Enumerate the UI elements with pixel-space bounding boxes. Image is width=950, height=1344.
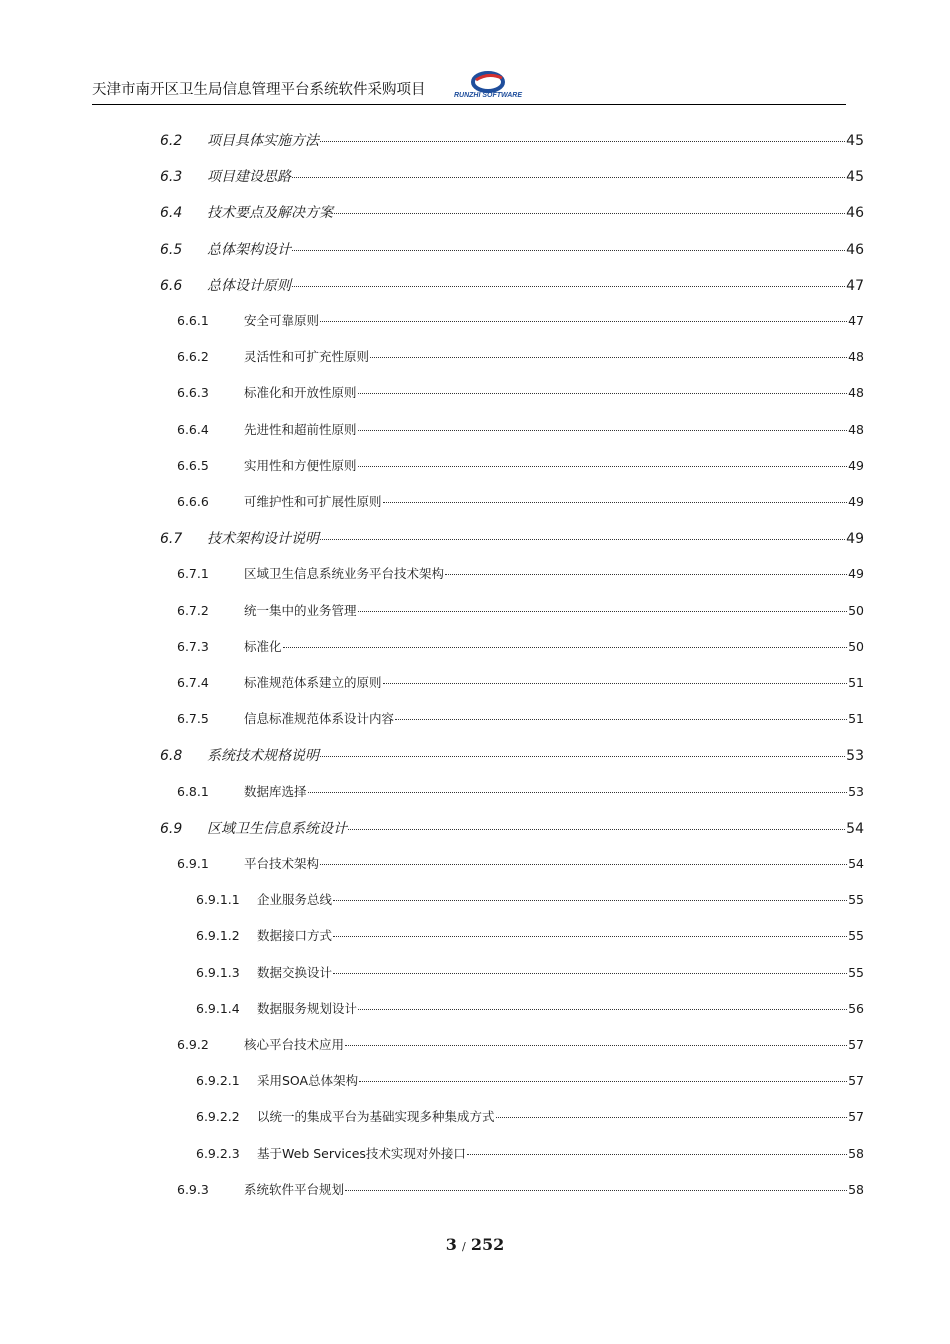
toc-entry[interactable]: [196, 926, 864, 944]
toc-entry[interactable]: [177, 311, 864, 329]
toc-entry-number: 6.8.1: [177, 783, 209, 799]
toc-entry[interactable]: [177, 637, 864, 655]
toc-dot-leader: [292, 286, 845, 287]
toc-entry-number: 6.9: [160, 820, 183, 837]
toc-dot-leader: [292, 250, 845, 251]
toc-entry-page: 49: [846, 531, 864, 548]
toc-dot-leader: [333, 936, 847, 937]
toc-dot-leader: [370, 357, 847, 358]
toc-entry-page: 50: [848, 602, 864, 618]
toc-entry-title: 总体架构设计: [207, 241, 291, 258]
toc-entry-page: 48: [848, 421, 864, 437]
toc-dot-leader: [358, 430, 848, 431]
toc-entry-page: 48: [848, 349, 864, 365]
toc-entry-page: 48: [848, 385, 864, 401]
toc-entry[interactable]: [160, 818, 864, 838]
toc-entry[interactable]: [177, 782, 864, 800]
toc-entry-title: 实用性和方便性原则: [244, 457, 357, 473]
toc-entry[interactable]: [160, 239, 864, 259]
toc-entry[interactable]: [177, 1180, 864, 1198]
toc-entry-number: 6.8: [160, 748, 183, 765]
toc-dot-leader: [320, 864, 847, 865]
toc-dot-leader: [348, 829, 845, 830]
toc-entry-title: 基于Web Services技术实现对外接口: [257, 1145, 466, 1161]
page-separator: /: [462, 1240, 466, 1253]
toc-entry-page: 55: [848, 892, 864, 908]
toc-dot-leader: [358, 393, 848, 394]
toc-entry-title: 以统一的集成平台为基础实现多种集成方式: [257, 1109, 495, 1125]
toc-entry-page: 46: [846, 205, 864, 222]
toc-entry[interactable]: [196, 963, 864, 981]
toc-entry-number: 6.7.2: [177, 602, 209, 618]
toc-dot-leader: [467, 1154, 847, 1155]
toc-entry-page: 47: [848, 313, 864, 328]
toc-entry-page: 57: [848, 1073, 864, 1089]
toc-entry-number: 6.7: [160, 531, 183, 548]
toc-entry-title: 先进性和超前性原则: [244, 421, 357, 437]
toc-entry-page: 49: [848, 457, 864, 473]
toc-entry-number: 6.9.2.2: [196, 1109, 240, 1125]
toc-entry-number: 6.7.4: [177, 675, 209, 690]
toc-entry[interactable]: [177, 564, 864, 582]
toc-entry-page: 56: [848, 1000, 864, 1016]
total-pages: 252: [470, 1235, 505, 1254]
toc-dot-leader: [358, 1009, 847, 1010]
toc-dot-leader: [358, 611, 848, 612]
toc-entry-page: 55: [848, 928, 864, 944]
toc-entry-number: 6.3: [160, 169, 183, 186]
toc-dot-leader: [333, 900, 847, 901]
toc-entry-title: 安全可靠原则: [244, 313, 320, 328]
toc-entry-number: 6.9.1.4: [196, 1000, 240, 1016]
toc-entry[interactable]: [177, 709, 864, 727]
toc-dot-leader: [320, 756, 845, 757]
toc-entry-title: 标准规范体系建立的原则: [244, 675, 382, 690]
toc-entry[interactable]: [177, 347, 864, 365]
toc-entry-number: 6.9.1.2: [196, 928, 240, 944]
toc-entry-number: 6.6.5: [177, 457, 209, 473]
toc-entry-number: 6.5: [160, 241, 183, 258]
toc-entry-number: 6.7.5: [177, 711, 209, 727]
toc-entry-title: 统一集中的业务管理: [244, 602, 357, 618]
toc-entry-title: 项目建设思路: [207, 169, 291, 186]
toc-entry-page: 53: [848, 783, 864, 799]
toc-dot-leader: [283, 647, 848, 648]
toc-entry-title: 区域卫生信息系统设计: [207, 820, 347, 837]
toc-entry[interactable]: [196, 1071, 864, 1089]
toc-entry-number: 6.9.3: [177, 1181, 209, 1197]
toc-entry[interactable]: [177, 1035, 864, 1053]
toc-entry-title: 标准化: [244, 638, 282, 654]
toc-entry[interactable]: [196, 1107, 864, 1125]
toc-entry[interactable]: [177, 456, 864, 474]
toc-entry-number: 6.9.1: [177, 856, 209, 871]
current-page-number: 3: [445, 1235, 457, 1254]
toc-entry[interactable]: [160, 275, 864, 295]
toc-entry-number: 6.9.1.1: [196, 892, 240, 908]
toc-entry[interactable]: [160, 745, 864, 765]
toc-entry-title: 数据库选择: [244, 783, 307, 799]
toc-entry-page: 54: [848, 856, 864, 871]
toc-entry-number: 6.9.2: [177, 1037, 209, 1052]
toc-entry-page: 47: [846, 277, 864, 294]
toc-entry[interactable]: [177, 492, 864, 510]
toc-dot-leader: [320, 321, 847, 322]
toc-entry-title: 数据服务规划设计: [257, 1000, 358, 1016]
toc-entry-page: 49: [848, 494, 864, 509]
toc-entry[interactable]: [177, 854, 864, 872]
toc-entry-title: 系统软件平台规划: [244, 1181, 345, 1197]
toc-entry[interactable]: [177, 673, 864, 691]
toc-entry-title: 可维护性和可扩展性原则: [244, 494, 382, 509]
toc-entry-title: 数据交换设计: [257, 964, 333, 980]
toc-entry[interactable]: [160, 130, 864, 150]
toc-dot-leader: [334, 213, 845, 214]
toc-entry-number: 6.9.1.3: [196, 964, 240, 980]
toc-entry[interactable]: [196, 890, 864, 908]
toc-entry-page: 55: [848, 964, 864, 980]
toc-entry-title: 技术架构设计说明: [207, 531, 319, 548]
toc-dot-leader: [359, 1081, 847, 1082]
toc-entry-title: 技术要点及解决方案: [207, 205, 333, 222]
toc-dot-leader: [445, 574, 847, 575]
toc-entry-title: 企业服务总线: [257, 892, 333, 908]
header-title: 天津市南开区卫生局信息管理平台系统软件采购项目: [92, 82, 426, 98]
toc-dot-leader: [345, 1190, 847, 1191]
toc-entry-page: 49: [848, 566, 864, 582]
toc-entry-page: 58: [848, 1145, 864, 1161]
page-footer: [0, 1235, 950, 1254]
toc-entry-number: 6.6.1: [177, 313, 209, 328]
toc-entry-title: 总体设计原则: [207, 277, 291, 294]
toc-dot-leader: [308, 792, 848, 793]
toc-entry-title: 采用SOA总体架构: [257, 1073, 359, 1089]
toc-entry-title: 标准化和开放性原则: [244, 385, 357, 401]
toc-entry-page: 45: [846, 133, 864, 149]
toc-dot-leader: [395, 719, 847, 720]
toc-entry-number: 6.7.1: [177, 566, 209, 582]
toc-entry-page: 51: [848, 711, 864, 727]
toc-entry-page: 57: [848, 1037, 864, 1052]
toc-entry[interactable]: [196, 1144, 864, 1162]
toc-dot-leader: [333, 973, 847, 974]
toc-dot-leader: [383, 683, 848, 684]
toc-entry-page: 53: [846, 748, 864, 765]
toc-dot-leader: [320, 539, 845, 540]
toc-entry-page: 51: [848, 675, 864, 690]
toc-entry[interactable]: [177, 601, 864, 619]
toc-entry-number: 6.9.2.3: [196, 1145, 240, 1161]
toc-entry-number: 6.6.2: [177, 349, 209, 365]
svg-text:RUNZHI SOFTWARE: RUNZHI SOFTWARE: [453, 92, 523, 99]
toc-entry[interactable]: [160, 166, 864, 186]
toc-entry-title: 信息标准规范体系设计内容: [244, 711, 395, 727]
toc-entry[interactable]: [160, 202, 864, 222]
toc-entry-number: 6.2: [160, 133, 183, 149]
toc-entry-page: 46: [846, 241, 864, 258]
toc-dot-leader: [358, 466, 848, 467]
toc-dot-leader: [496, 1117, 848, 1118]
toc-entry-page: 54: [846, 820, 864, 837]
toc-dot-leader: [320, 141, 845, 142]
toc-entry-title: 区域卫生信息系统业务平台技术架构: [244, 566, 445, 582]
toc-entry-title: 灵活性和可扩充性原则: [244, 349, 370, 365]
toc-dot-leader: [345, 1045, 847, 1046]
toc-entry-title: 项目具体实施方法: [207, 133, 319, 149]
toc-entry[interactable]: [196, 999, 864, 1017]
toc-entry-number: 6.4: [160, 205, 183, 222]
toc-entry-page: 45: [846, 169, 864, 186]
toc-entry[interactable]: [177, 420, 864, 438]
toc-entry-number: 6.9.2.1: [196, 1073, 240, 1089]
toc-entry-page: 50: [848, 638, 864, 654]
toc-entry-number: 6.6: [160, 277, 183, 294]
toc-dot-leader: [292, 177, 845, 178]
toc-entry-title: 核心平台技术应用: [244, 1037, 345, 1052]
toc-dot-leader: [383, 502, 848, 503]
toc-entry-page: 57: [848, 1109, 864, 1125]
toc-entry[interactable]: [160, 528, 864, 548]
toc-entry-title: 数据接口方式: [257, 928, 333, 944]
toc-entry-number: 6.6.6: [177, 494, 209, 509]
toc-entry-title: 平台技术架构: [244, 856, 320, 871]
toc-entry-number: 6.7.3: [177, 638, 209, 654]
toc-entry-page: 58: [848, 1181, 864, 1197]
toc-entry-number: 6.6.4: [177, 421, 209, 437]
toc-entry[interactable]: [177, 383, 864, 401]
toc-entry-number: 6.6.3: [177, 385, 209, 401]
toc-entry-title: 系统技术规格说明: [207, 748, 319, 765]
